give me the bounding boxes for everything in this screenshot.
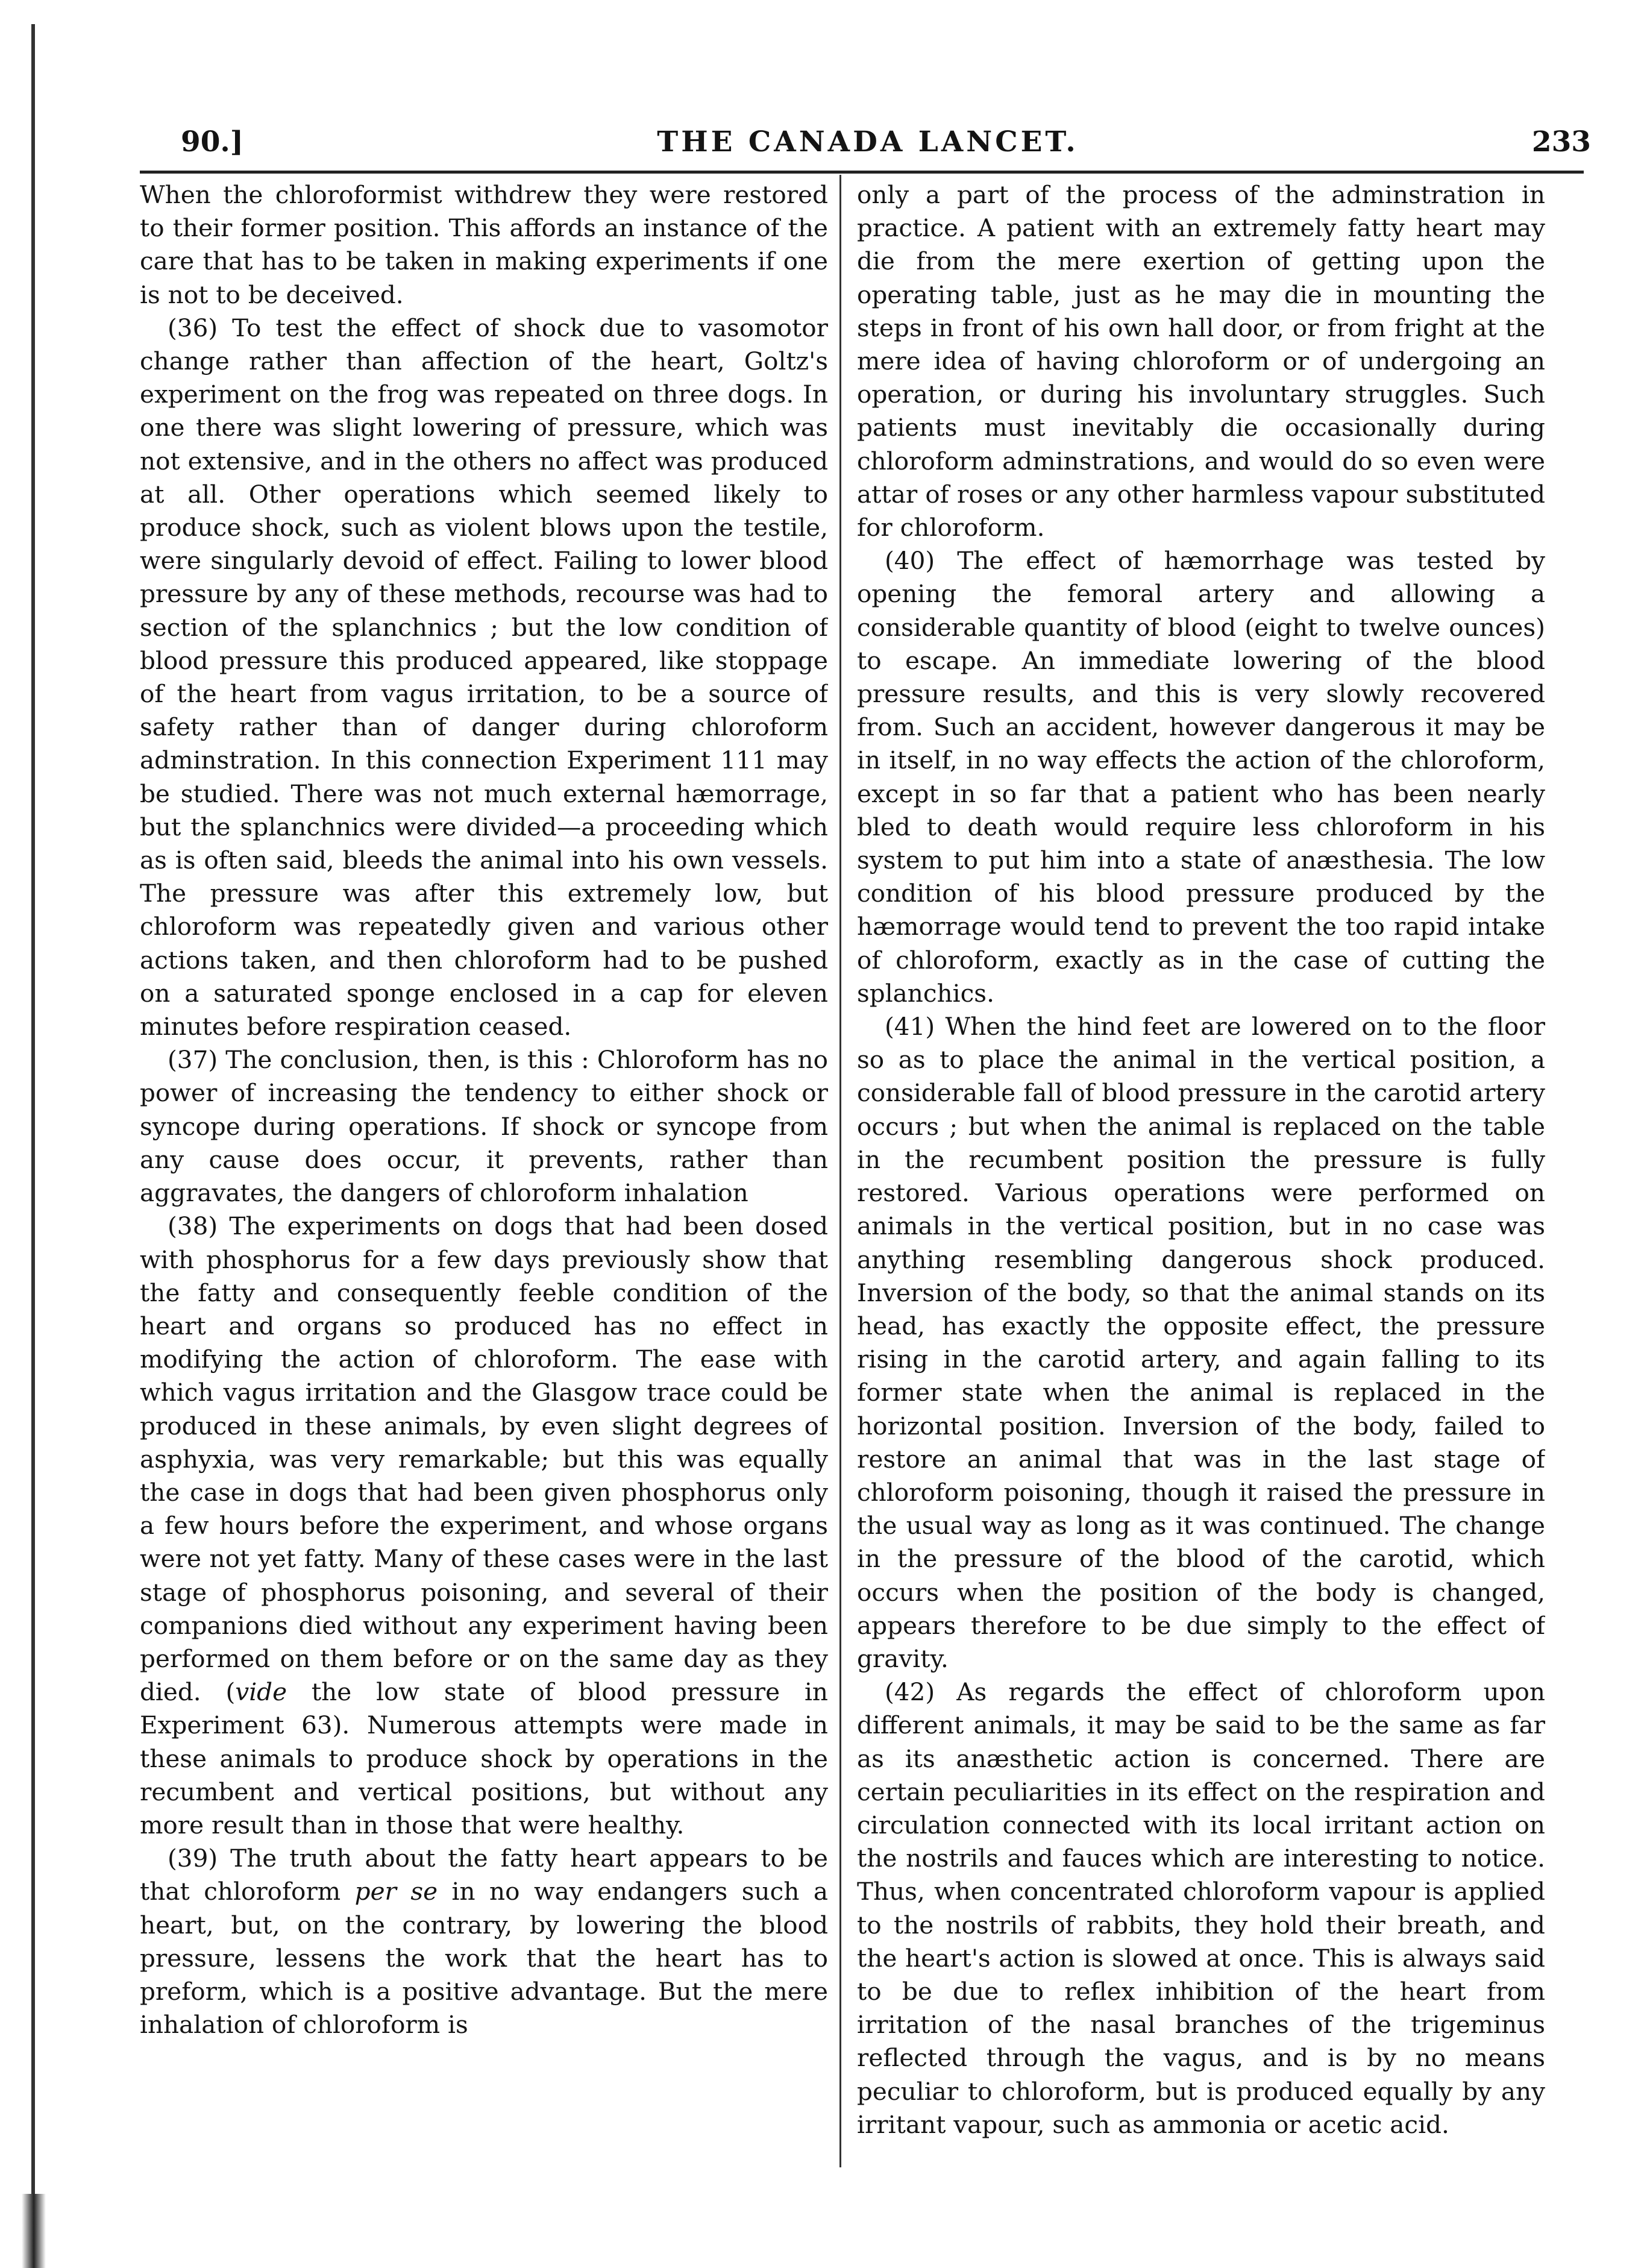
column-divider xyxy=(839,175,841,2167)
paragraph-38-text-end: the low state of blood pressure in Experiment 63). Numerous attempts were made in these animals to produce shock by operations in the recumbent and vertical positions, but without any more result than in those that were healthy. xyxy=(140,1677,828,1839)
binding-shadow xyxy=(22,2194,46,2268)
paragraph-41: (41) When the hind feet are lowered on to the floor so as to place the animal in the vertical position, a considerable fall of blood pressure in the carotid artery occurs ; but when the animal is replaced on the table in the recumbent position the pressure is fully restored. Various operations were performed on animals in the vertical position, but in no case was anything resembling dangerous shock produced. Inversion of the body, so that the animal stands on its head, has exactly the opposite effect, the pressure rising in the carotid artery, and again falling to its former state when the animal is replaced in the horizontal position. Inversion of the body, failed to restore an animal that was in the last stage of chloroform poisoning, though it raised the pressure in the usual way as long as it was continued. The change in the pressure of the blood of the carotid, which occurs when the position of the body is changed, appears therefore to be due simply to the effect of gravity. xyxy=(857,1012,1545,1673)
paragraph-39-text: (39) The truth about the fatty heart appears to be that chloroform xyxy=(140,1844,828,1906)
journal-title: THE CANADA LANCET. xyxy=(657,125,1079,159)
paragraph-38-text: (38) The experiments on dogs that had been dosed with phosphorus for a few days previously show that the fatty and consequently feeble condition of the heart and organs so produced has no effect in modifying the action of chloroform. The ease with which vagus irritation and the Glasgow trace could be produced in these animals, by even slight degrees of asphyxia, was very remarkable; but this was equally the case in dogs that had been given phosphorus only a few hours before the experiment, and whose organs were not yet fatty. Many of these cases were in the last stage of phosphorus poisoning, and several of their companions died without any experiment having been performed on them before or on the same day as they died. ( xyxy=(140,1211,828,1707)
vide-italic: vide xyxy=(235,1677,287,1707)
per-se-italic: per se xyxy=(354,1877,438,1906)
paragraph-38 xyxy=(140,1210,828,1842)
paragraph-39-text-end: in no way endangers such a heart, but, on the contrary, by lowering the blood pressure, lessens the work that the heart has to preform, which is a positive advantage. But the mere inhalation of chloroform is xyxy=(140,1877,828,2040)
paragraph-36: (36) To test the effect of shock due to vasomotor change rather than affection of the heart, Goltz's experiment on the frog was repeated on three dogs. In one there was slight lowering of pressure, which was not extensive, and in the others no affect was produced at all. Other operations which seemed likely to produce shock, such as violent blows upon the testile, were singularly devoid of effect. Failing to lower blood pressure by any of these methods, recourse was had to section of the splanchnics ; but the low condition of blood pressure this produced appeared, like stoppage of the heart from vagus irritation, to be a source of safety rather than of danger during chloroform adminstration. In this connection Experiment 111 may be studied. There was not much external hæmorrage, but the splanchnics were divided—a proceeding which as is often said, bleeds the animal into his own vessels. The pressure was after this extremely low, but chloroform was repeatedly given and various other actions taken, and then chloroform had to be pushed on a saturated sponge enclosed in a cap for eleven minutes before respiration ceased. xyxy=(140,313,828,1041)
page-reference: 90.] xyxy=(181,125,244,159)
right-column xyxy=(857,178,1545,2173)
paragraph-42: (42) As regards the effect of chloroform upon different animals, it may be said to be the same as far as its anæsthetic action is concerned. There are certain peculiarities in its effect on the respiration and circulation connected with its local irritant action on the nostrils and fauces which are interesting to notice. Thus, when concentrated chloroform vapour is applied to the nostrils of rabbits, they hold their breath, and the heart's action is slowed at once. This is always said to be due to reflex inhibition of the heart from irritation of the nasal branches of the trigeminus reflected through the vagus, and is by no means peculiar to chloroform, but is produced equally by any irritant vapour, such as ammonia or acetic acid. xyxy=(857,1677,1545,2139)
paragraph-39 xyxy=(140,1842,828,2041)
header-rule xyxy=(140,171,1584,174)
paragraph-39-continuation: only a part of the process of the adminstration in practice. A patient with an extremely fatty heart may die from the mere exertion of getting upon the operating table, just as he may die in mounting the steps in front of his own hall door, or from fright at the mere idea of having chloroform or of undergoing an operation, or during his involuntary struggles. Such patients must inevitably die occasionally during chloroform adminstrations, and would do so even were attar of roses or any other harmless vapour substituted for chloroform. xyxy=(857,180,1545,542)
left-column xyxy=(140,178,828,2173)
paragraph-continuation: When the chloroformist withdrew they were restored to their former position. This affords an instance of the care that has to be taken in making experiments if one is not to be deceived. xyxy=(140,180,828,309)
binding-edge xyxy=(31,24,35,2242)
page-number: 233 xyxy=(1531,125,1591,159)
paragraph-37: (37) The conclusion, then, is this : Chloroform has no power of increasing the tendency to either shock or syncope during operations. If shock or syncope from any cause does occur, it prevents, rather than aggravates, the dangers of chloroform inhalation xyxy=(140,1045,828,1208)
paragraph-40: (40) The effect of hæmorrhage was tested by opening the femoral artery and allowing a considerable quantity of blood (eight to twelve ounces) to escape. An immediate lowering of the blood pressure results, and this is very slowly recovered from. Such an accident, however dangerous it may be in itself, in no way effects the action of the chloroform, except in so far that a patient who has been nearly bled to death would require less chloroform in his system to put him into a state of anæsthesia. The low condition of his blood pressure produced by the hæmorrage would tend to prevent the too rapid intake of chloroform, exactly as in the case of cutting the splanchics. xyxy=(857,546,1545,1008)
